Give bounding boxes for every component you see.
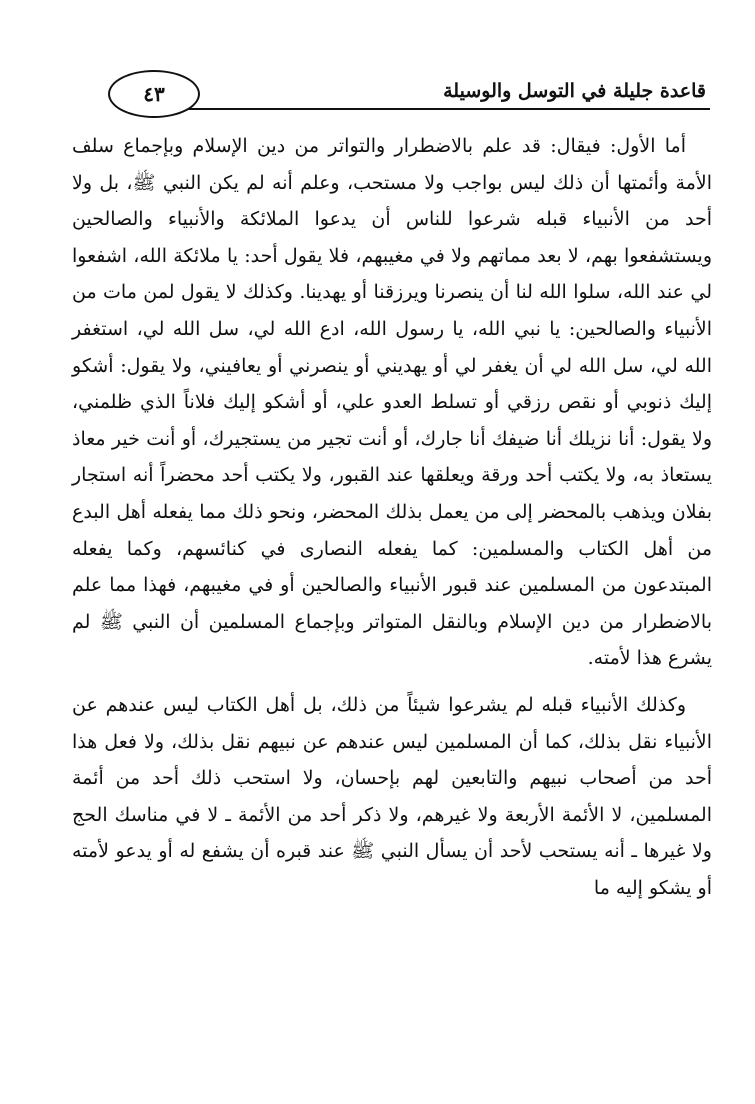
- book-title: قاعدة جليلة في التوسل والوسيلة: [443, 80, 706, 102]
- page-header: [100, 64, 710, 116]
- page-body: [72, 128, 712, 906]
- paragraph-2: وكذلك الأنبياء قبله لم يشرعوا شيئاً من ذلك، بل أهل الكتاب ليس عندهم عن الأنبياء نقل بذلك، كما أن المسلمين ليس عندهم عن نبيهم نقل بذلك، ولا فعل هذا أحد من أصحاب نبيهم والتابعين لهم بإحسان، ولا استحب ذلك أحد من أئمة المسلمين، لا الأئمة الأربعة ولا غيرهم، ولا ذكر أحد من الأئمة ـ لا في مناسك الحج ولا غيرها ـ أنه يستحب لأحد أن يسأل النبي ﷺ عند قبره أن يشفع له أو يدعو لأمته أو يشكو إليه ما: [72, 693, 712, 899]
- page-number: ٤٣: [143, 82, 165, 106]
- paragraph-1: أما الأول: فيقال: قد علم بالاضطرار والتواتر من دين الإسلام وبإجماع سلف الأمة وأئمتها أن ذلك ليس بواجب ولا مستحب، وعلم أنه لم يكن النبي ﷺ، بل ولا أحد من الأنبياء قبله شرعوا للناس أن يدعوا الملائكة والأنبياء والصالحين ويستشفعوا بهم، لا بعد مماتهم ولا في مغيبهم، فلا يقول أحد: يا ملائكة الله، اشفعوا لي عند الله، سلوا الله لنا أن ينصرنا ويرزقنا أو يهدينا. وكذلك لا يقول لمن مات من الأنبياء والصالحين: يا نبي الله، يا رسول الله، ادع الله لي، سل الله لي، استغفر الله لي، سل الله لي أن يغفر لي أو يهديني أو ينصرني أو يعافيني، ولا يقول: أشكو إليك ذنوبي أو نقص رزقي أو تسلط العدو علي، أو أشكو إليك فلاناً الذي ظلمني، ولا يقول: أنا نزيلك أنا ضيفك أنا جارك، أو أنت تجير من يستجيرك، أو أنت خير معاذ يستعاذ به، ولا يكتب أحد ورقة ويعلقها عند القبور، ولا يكتب أحد محضراً أنه استجار بفلان ويذهب بالمحضر إلى من يعمل بذلك المحضر، ونحو ذلك مما يفعله أهل البدع من أهل الكتاب والمسلمين: كما يفعله النصارى في كنائسهم، وكما يفعله المبتدعون من المسلمين عند قبور الأنبياء والصالحين أو في مغيبهم، فهذا مما علم بالاضطرار من دين الإسلام وبالنقل المتواتر وبإجماع المسلمين أن النبي ﷺ لم يشرع هذا لأمته.: [72, 135, 712, 670]
- page-number-oval: [108, 70, 200, 118]
- header-rule: [160, 108, 710, 110]
